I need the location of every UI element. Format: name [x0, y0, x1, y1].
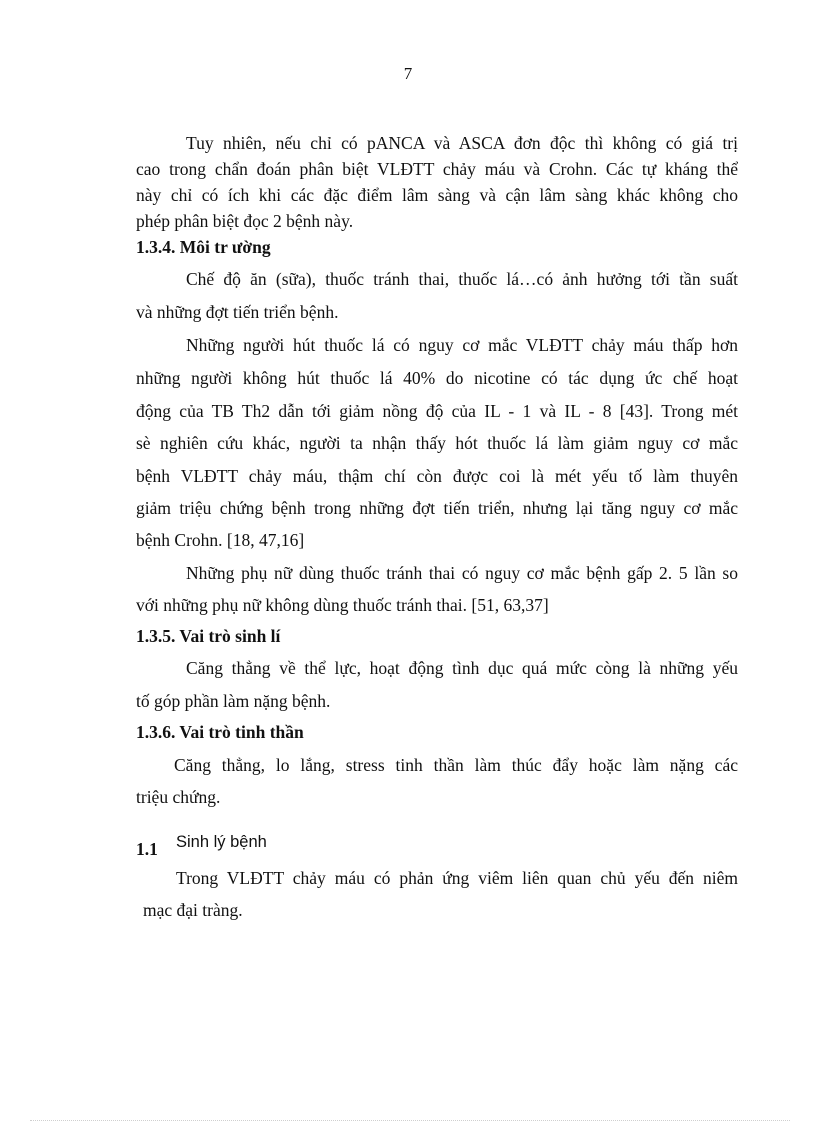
paragraph-line: bệnh VLĐTT chảy máu, thậm chí còn được coi là mét yếu tố làm thuyên — [136, 466, 738, 486]
paragraph-line: động của TB Th2 dẫn tới giảm nồng độ của IL - 1 và IL - 8 [43]. Trong mét — [136, 401, 738, 421]
paragraph-line: Chế độ ăn (sữa), thuốc tránh thai, thuốc lá…có ảnh hưởng tới tần suất — [186, 269, 738, 289]
paragraph-line: với những phụ nữ không dùng thuốc tránh thai. [51, 63,37] — [136, 595, 549, 615]
section-heading: Sinh lý bệnh — [176, 833, 267, 851]
paragraph-line: giảm triệu chứng bệnh trong những đợt tiến triển, nhưng lại tăng nguy cơ mắc — [136, 498, 738, 518]
section-heading: 1.3.5. Vai trò sinh lí — [136, 626, 281, 646]
paragraph-line: Những người hút thuốc lá có nguy cơ mắc VLĐTT chảy máu thấp hơn — [186, 335, 738, 355]
paragraph-line: sè nghiên cứu khác, người ta nhận thấy hót thuốc lá làm giảm nguy cơ mắc — [136, 433, 738, 453]
section-heading: 1.3.6. Vai trò tinh thần — [136, 722, 304, 742]
paragraph-line: những người không hút thuốc lá 40% do nicotine có tác dụng ức chế hoạt — [136, 368, 738, 388]
paragraph-line: và những đợt tiến triển bệnh. — [136, 302, 339, 322]
paragraph-line: cao trong chẩn đoán phân biệt VLĐTT chảy máu và Crohn. Các tự kháng thể — [136, 159, 738, 179]
paragraph-line: Tuy nhiên, nếu chỉ có pANCA và ASCA đơn độc thì không có giá trị — [186, 133, 738, 153]
paragraph-line: triệu chứng. — [136, 787, 221, 807]
paragraph-line: Căng thẳng về thể lực, hoạt động tình dục quá mức còng là những yếu — [186, 658, 738, 678]
paragraph-line: Trong VLĐTT chảy máu có phản ứng viêm liên quan chủ yếu đến niêm — [176, 868, 738, 888]
paragraph-line: Căng thẳng, lo lắng, stress tinh thần làm thúc đẩy hoặc làm nặng các — [174, 755, 738, 775]
section-heading: 1.3.4. Môi tr ường — [136, 237, 271, 257]
paragraph-line: phép phân biệt đọc 2 bệnh này. — [136, 211, 354, 231]
paragraph-line: mạc đại tràng. — [143, 900, 243, 920]
paragraph-line: Những phụ nữ dùng thuốc tránh thai có nguy cơ mắc bệnh gấp 2. 5 lần so — [186, 563, 738, 583]
page-bottom-divider — [30, 1120, 790, 1121]
paragraph-line: tố góp phần làm nặng bệnh. — [136, 691, 331, 711]
page-number: 7 — [403, 64, 413, 83]
section-number: 1.1 — [136, 839, 158, 859]
paragraph-line: bệnh Crohn. [18, 47,16] — [136, 530, 305, 550]
paragraph-line: này chỉ có ích khi các đặc điểm lâm sàng và cận lâm sàng khác không cho — [136, 185, 738, 205]
